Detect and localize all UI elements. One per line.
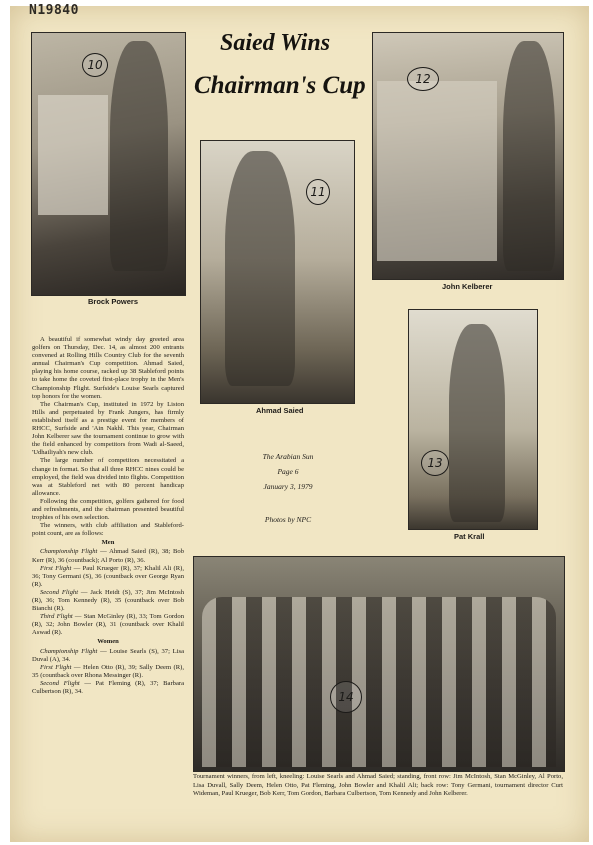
results-entry	[32, 565, 184, 589]
flight-name: Championship Flight	[40, 647, 98, 655]
flight-name: Second Flight	[40, 588, 79, 596]
results-entry	[32, 648, 184, 664]
golfer-figure	[110, 41, 168, 271]
group-photo-caption: Tournament winners, from left, kneeling: Louise Searls and Ahmad Saied; standing, front row: Jim McIntosh, Stan McGinley, Al Porto, Lisa Duvall, Sally Deem, Helen Otto, Pat Fleming, John Bowler and Khalil Ali; back row: Tony Germani, tournament director Curt Wideman, Paul Krueger, Bob Kerr, Tom Gordon, Barbara Culbertson, Tom Kennedy and John Kelberer.	[193, 773, 563, 798]
article-paragraph: A beautiful if somewhat windy day greeted area golfers on Thursday, Dec. 14, as almost 200 entrants convened at Rolling Hills Country Club for the seventh annual Chairman's Cup competition. Ahmad Saied, playing his home course, racked up 38 Stableford points to take home the coveted first-place trophy in the Men's Championship Flight. Surfside's Louise Searls captured top honors for the women.	[32, 336, 184, 400]
photo-caption-brock-powers: Brock Powers	[88, 297, 139, 306]
flight-name: Third Flight	[40, 613, 73, 621]
flight-results: — Stan McGinley (R), 33; Tom Gordon (R), 32; John Bowler (R), 31 (countback over Khalil Aswad (R).	[32, 613, 184, 637]
photo-credit: Photos by NPC	[264, 515, 312, 524]
article-paragraph: The Chairman's Cup, instituted in 1972 by Liston Hills and perpetuated by Frank Jungers, has firmly established itself as a prestige event for members of RHCC, Surfside and 'Ain Nakhl. This year, Chairman John Kelberer saw the tournament continue to grow with the field enhanced by competitors from Wadi al-Saeed, 'Udhailiyah's new club.	[32, 400, 184, 457]
photo-caption-john-kelberer: John Kelberer	[442, 282, 493, 291]
flight-name: First Flight	[40, 663, 72, 671]
results-entry	[32, 680, 184, 696]
photo-brock-powers	[31, 32, 186, 296]
golfer-figure	[225, 151, 295, 386]
photo-number-label: 10	[82, 53, 108, 77]
results-entry	[32, 589, 184, 613]
flight-results: — Paul Krueger (R), 37; Khalil Ali (R), 36; Tony Germani (S), 36 (countback over George Ryan (R).	[32, 564, 184, 588]
photo-number-label: 14	[330, 681, 362, 713]
publication-name: The Arabian Sun	[262, 452, 314, 461]
flight-results: — Louise Searls (S), 37; Lisa Duval (A), 34.	[32, 647, 185, 663]
photo-tournament-winners-group	[193, 556, 565, 772]
results-entry	[32, 613, 184, 637]
flight-name: Championship Flight	[40, 548, 98, 556]
photo-caption-ahmad-saied: Ahmad Saied	[256, 406, 304, 415]
photo-caption-pat-krall: Pat Krall	[454, 532, 485, 541]
photo-number-label: 11	[306, 179, 330, 205]
golf-cart-shape	[377, 81, 497, 261]
article-paragraph: Following the competition, golfers gathered for food and refreshments, and the chairman presented beautiful trophies of his own selection.	[32, 497, 184, 522]
photo-pat-krall	[408, 309, 538, 530]
flight-results: — Pat Fleming (R), 37; Barbara Culbertson (R), 34.	[32, 679, 184, 696]
archive-stamp: N19840	[29, 3, 79, 18]
headline-line-1: Saied Wins	[220, 30, 331, 56]
article-paragraph: The winners, with club affiliation and Stableford-point count, are as follows:	[32, 522, 184, 538]
publication-date: January 3, 1979	[263, 482, 313, 491]
results-entry	[32, 664, 184, 680]
headline-line-2: Chairman's Cup	[194, 72, 366, 99]
publication-page: Page 6	[277, 467, 299, 476]
flight-name: Second Flight	[40, 679, 80, 687]
group-figures	[202, 597, 556, 767]
men-heading: Men	[101, 539, 115, 547]
article-body	[32, 336, 184, 696]
flight-name: First Flight	[40, 564, 72, 572]
photo-ahmad-saied	[200, 140, 355, 404]
flight-results: — Helen Otto (R), 39; Sally Deem (R), 35 (countback over Rhona Messinger (R).	[32, 663, 184, 679]
golfer-figure	[449, 324, 505, 522]
photo-number-label: 12	[407, 67, 439, 91]
article-paragraph: The large number of competitors necessitated a change in format. So that all three RHCC nines could be employed, the field was divided into flights. Competition was at Stableford net with 80 percent handicap allowance.	[32, 457, 184, 497]
results-entry	[32, 548, 184, 564]
photo-john-kelberer	[372, 32, 564, 280]
women-heading: Women	[97, 638, 119, 646]
photo-number-label: 13	[421, 450, 449, 476]
golfer-figure	[503, 41, 555, 271]
flight-results: — Ahmad Saied (R), 38; Bob Kerr (R), 36 (countback); Al Porto (R), 36.	[32, 548, 184, 564]
flight-results: — Jack Heidt (S), 37; Jim McIntosh (R), 36; Tom Kennedy (R), 35 (countback over Bob Bianchi (R).	[32, 588, 184, 613]
golf-cart-shape	[38, 95, 108, 215]
